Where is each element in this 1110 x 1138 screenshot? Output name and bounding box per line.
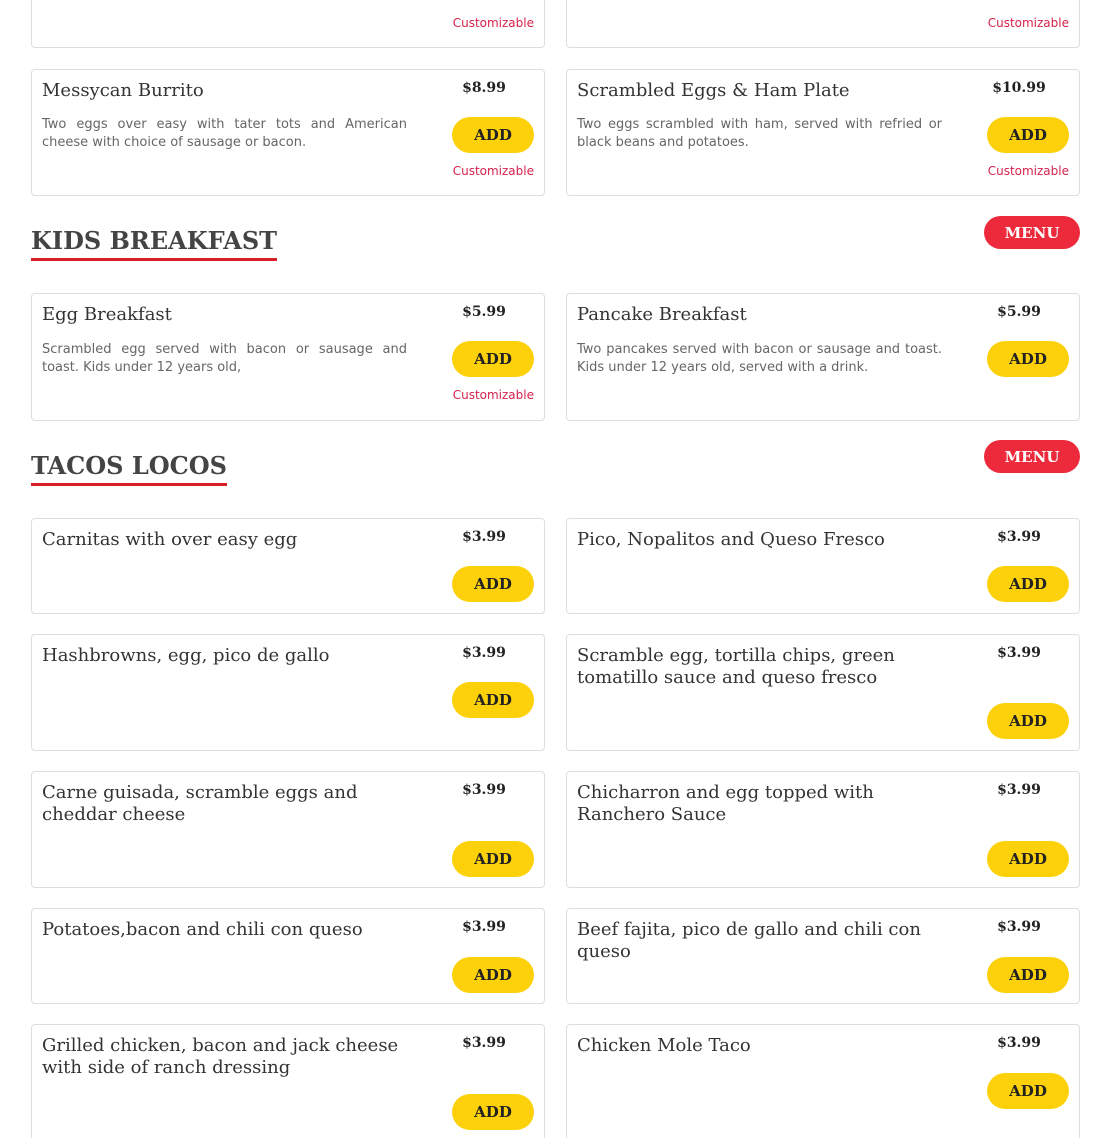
item-price: $5.99 (997, 304, 1041, 320)
menu-item-card (31, 908, 545, 1004)
menu-item-card (566, 0, 1080, 48)
menu-button[interactable]: MENU (984, 216, 1080, 249)
add-button[interactable]: ADD (987, 957, 1069, 993)
item-price: $3.99 (462, 1035, 506, 1051)
menu-button[interactable]: MENU (984, 440, 1080, 473)
menu-item-card (31, 293, 545, 421)
menu-item-card (566, 293, 1080, 421)
item-price: $8.99 (462, 80, 506, 96)
add-button[interactable]: ADD (987, 566, 1069, 602)
item-name: Messycan Burrito (42, 80, 204, 101)
menu-item-card (31, 0, 545, 48)
item-description: Two eggs scrambled with ham, served with refried or black beans and potatoes. (577, 117, 942, 150)
item-price: $3.99 (997, 645, 1041, 661)
menu-item-card (31, 69, 545, 196)
customizable-label[interactable]: Customizable (987, 164, 1069, 178)
add-button[interactable]: ADD (452, 566, 534, 602)
menu-item-card (566, 69, 1080, 196)
item-description: Two pancakes served with bacon or sausage and toast. Kids under 12 years old, served with a drink. (577, 342, 942, 375)
item-name: Egg Breakfast (42, 304, 172, 325)
item-price: $10.99 (992, 80, 1046, 96)
item-price: $3.99 (997, 919, 1041, 935)
menu-item-card (566, 518, 1080, 614)
menu-item-card (31, 1024, 545, 1138)
item-price: $3.99 (462, 782, 506, 798)
item-price: $3.99 (997, 782, 1041, 798)
menu-item-card (31, 634, 545, 751)
add-button[interactable]: ADD (452, 841, 534, 877)
add-button[interactable]: ADD (452, 682, 534, 718)
item-price: $3.99 (462, 919, 506, 935)
add-button[interactable]: ADD (452, 341, 534, 377)
add-button[interactable]: ADD (987, 1073, 1069, 1109)
menu-item-card (566, 634, 1080, 751)
item-price: $3.99 (997, 1035, 1041, 1051)
item-name: Scrambled Eggs & Ham Plate (577, 80, 850, 101)
item-price: $5.99 (462, 304, 506, 320)
menu-item-card (566, 908, 1080, 1004)
item-description: Scrambled egg served with bacon or sausage and toast. Kids under 12 years old, (42, 342, 407, 375)
item-name: Pancake Breakfast (577, 304, 747, 325)
item-price: $3.99 (462, 645, 506, 661)
item-name: Potatoes,bacon and chili con queso (42, 919, 363, 940)
customizable-label[interactable]: Customizable (452, 388, 534, 402)
section-title-kids-breakfast: KIDS BREAKFAST (31, 226, 277, 261)
item-name: Chicharron and egg topped with Ranchero Sauce (577, 782, 874, 825)
item-name: Hashbrowns, egg, pico de gallo (42, 645, 330, 666)
item-description: Two eggs over easy with tater tots and American cheese with choice of sausage or bacon. (42, 117, 407, 150)
menu-item-card (31, 518, 545, 614)
add-button[interactable]: ADD (452, 117, 534, 153)
customizable-label[interactable]: Customizable (987, 16, 1069, 30)
item-name: Pico, Nopalitos and Queso Fresco (577, 529, 885, 550)
item-price: $3.99 (462, 529, 506, 545)
menu-item-card (566, 771, 1080, 888)
section-title-tacos-locos: TACOS LOCOS (31, 451, 227, 486)
item-name: Scramble egg, tortilla chips, green tomatillo sauce and queso fresco (577, 645, 895, 688)
add-button[interactable]: ADD (987, 703, 1069, 739)
customizable-label[interactable]: Customizable (452, 164, 534, 178)
add-button[interactable]: ADD (452, 957, 534, 993)
add-button[interactable]: ADD (987, 341, 1069, 377)
customizable-label[interactable]: Customizable (452, 16, 534, 30)
add-button[interactable]: ADD (452, 1094, 534, 1130)
item-name: Chicken Mole Taco (577, 1035, 751, 1056)
add-button[interactable]: ADD (987, 117, 1069, 153)
menu-item-card (566, 1024, 1080, 1138)
item-name: Beef fajita, pico de gallo and chili con queso (577, 919, 921, 962)
item-name: Carnitas with over easy egg (42, 529, 298, 550)
menu-item-card (31, 771, 545, 888)
item-name: Carne guisada, scramble eggs and cheddar cheese (42, 782, 358, 825)
item-price: $3.99 (997, 529, 1041, 545)
add-button[interactable]: ADD (987, 841, 1069, 877)
item-name: Grilled chicken, bacon and jack cheese with side of ranch dressing (42, 1035, 399, 1078)
